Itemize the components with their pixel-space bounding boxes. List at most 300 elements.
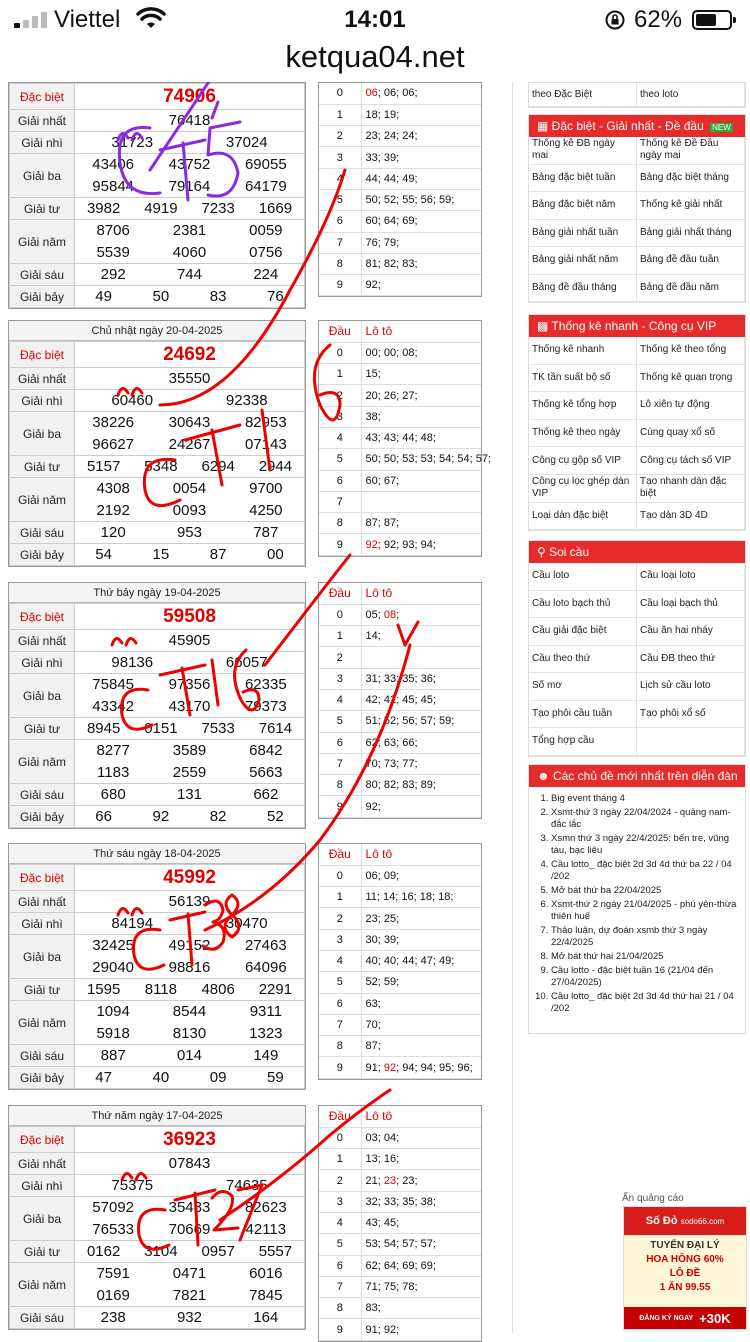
loto-head-digit: 2 — [319, 908, 361, 929]
special-prize-number: 36923 — [163, 1128, 216, 1150]
loto-table — [318, 1105, 482, 1342]
sidebar-link[interactable]: Thống kê nhanh — [529, 337, 637, 365]
prize-number: 43170 — [168, 697, 211, 715]
loto-number: 06 — [365, 869, 378, 882]
prize-number: 149 — [253, 1047, 279, 1064]
loto-values: 70; — [361, 1014, 481, 1035]
loto-values: 40; 40; 44; 47; 49; — [361, 950, 481, 971]
loto-values: 83; — [361, 1298, 481, 1319]
sidebar-link[interactable]: Lô xiên tự động — [637, 392, 745, 420]
loto-head-digit: 6 — [319, 1255, 361, 1276]
loto-values: 62; 63; 66; — [361, 732, 481, 753]
loto-head-digit: 4 — [319, 168, 361, 189]
sidebar-link[interactable]: Bảng giải nhất tuần — [529, 220, 637, 248]
loto-number: 21 — [365, 1174, 378, 1187]
prize-number: 43342 — [92, 697, 135, 715]
loto-number: 76 — [365, 236, 378, 249]
result-date: Chủ nhật ngày 20-04-2025 — [9, 321, 305, 341]
loto-number: 87 — [383, 517, 397, 530]
loto-number: 89 — [420, 779, 433, 792]
sidebar-link[interactable]: Bảng giải nhất năm — [529, 247, 637, 275]
loto-number: 87 — [365, 517, 378, 530]
loto-values: 70; 73; 77; — [361, 753, 481, 774]
prize-number: 1323 — [249, 1024, 283, 1042]
prize-label: Đặc biệt — [10, 604, 75, 630]
sidebar-link[interactable]: Số mơ — [529, 673, 637, 701]
prize-label: Giải tư — [10, 456, 75, 478]
loto-values: 51; 52; 56; 57; 59; — [361, 711, 481, 732]
loto-head-digit: 8 — [319, 1036, 361, 1057]
ad-line: LÔ ĐỀ — [669, 1268, 701, 1279]
loto-number: 45 — [383, 1217, 397, 1230]
loto-number: 60 — [365, 215, 378, 228]
prize-number: 5663 — [249, 763, 283, 781]
prize-number: 82953 — [244, 414, 287, 432]
section-header — [529, 765, 745, 787]
loto-number: 69 — [420, 1259, 433, 1272]
prize-number: 09 — [209, 1069, 227, 1086]
loto-head-digit: 9 — [319, 534, 361, 555]
sidebar-link[interactable]: Thống kê tổng hợp — [529, 392, 637, 420]
prize-label: Giải nhất — [10, 891, 75, 913]
ad-cta[interactable] — [624, 1307, 746, 1329]
result-date: Thứ bảy ngày 19-04-2025 — [9, 583, 305, 603]
loto-number: 53 — [365, 1238, 378, 1251]
sidebar-link[interactable]: Cầu ăn hai nháy — [637, 618, 745, 646]
loto-number: 47 — [420, 955, 433, 968]
address-bar[interactable] — [0, 40, 750, 82]
prize-number: 5557 — [258, 1243, 293, 1260]
carrier-name: Viettel — [54, 6, 121, 33]
prize-label: Giải tư — [10, 718, 75, 740]
signal-icon — [14, 12, 48, 28]
prize-number: 66 — [95, 808, 112, 825]
loto-number: 16 — [401, 891, 414, 904]
loto-head-digit: 6 — [319, 211, 361, 232]
loto-number: 33 — [365, 151, 378, 164]
prize-number: 35483 — [168, 1199, 211, 1217]
prize-number: 92338 — [225, 392, 268, 409]
loto-values: 81; 82; 83; — [361, 253, 481, 274]
loto-number: 81 — [365, 258, 378, 271]
loto-number: 43 — [365, 1217, 378, 1230]
forum-topic-link[interactable]: 6. Xsmt-thứ 2 ngày 21/04/2025 - phú yên-thừa thiên huế — [551, 899, 739, 923]
sidebar-link[interactable]: Lịch sử cầu loto — [637, 673, 745, 701]
forum-topic-link[interactable]: 3. Xsmn thứ 3 ngày 22/4/2025: bến tre, vũng tàu, bạc liêu — [551, 833, 739, 857]
loto-col-head: Đầu — [319, 844, 361, 865]
prize-label: Giải tư — [10, 198, 75, 220]
prize-label: Giải ba — [10, 674, 75, 718]
prize-number: 69055 — [244, 156, 287, 174]
loto-values: 23; 25; — [361, 908, 481, 929]
prize-number: 6294 — [201, 458, 235, 475]
sidebar-link[interactable]: Cầu loto — [529, 563, 637, 591]
prize-label: Giải ba — [10, 935, 75, 979]
wifi-icon — [136, 8, 166, 30]
loto-number: 73 — [383, 758, 397, 771]
loto-head-digit: 9 — [319, 275, 361, 296]
loto-number: 59 — [383, 976, 397, 989]
prize-number: 31723 — [111, 134, 154, 151]
loto-number: 59 — [439, 715, 452, 728]
prize-label: Giải năm — [10, 740, 75, 784]
users-icon: ☻ — [537, 769, 553, 783]
sidebar-link[interactable]: Cùng quay xổ số — [637, 420, 745, 448]
prize-number: 96627 — [92, 435, 135, 453]
rotation-lock-icon — [604, 9, 626, 31]
loto-number: 92 — [365, 538, 378, 551]
sidebar-link[interactable]: Cầu ĐB theo thứ — [637, 646, 745, 674]
loto-number: 53 — [420, 453, 433, 466]
result-table — [8, 1105, 306, 1330]
loto-head-digit: 2 — [319, 647, 361, 668]
prize-number: 4919 — [144, 200, 178, 217]
loto-number: 69 — [402, 1259, 415, 1272]
loto-number: 92 — [365, 800, 378, 813]
loto-head-digit: 7 — [319, 232, 361, 253]
prize-number: 60460 — [111, 392, 154, 409]
result-table — [8, 320, 306, 567]
prize-number: 5918 — [96, 1024, 130, 1042]
loto-values: 43; 43; 44; 48; — [361, 427, 481, 448]
loto-number: 83 — [402, 779, 415, 792]
section-header — [529, 315, 745, 337]
loto-number: 92 — [383, 538, 397, 551]
prize-number: 0054 — [172, 480, 207, 498]
loto-number: 64 — [383, 1259, 397, 1272]
battery-percent: 62% — [634, 6, 683, 33]
loto-number: 59 — [439, 194, 452, 207]
loto-number: 43 — [365, 432, 378, 445]
prize-label: Giải tư — [10, 979, 75, 1001]
prize-number: 5348 — [144, 458, 178, 475]
prize-number: 07843 — [168, 1155, 211, 1172]
prize-number: 9311 — [249, 1003, 282, 1021]
prize-number: 27463 — [244, 937, 287, 955]
loto-number: 63 — [365, 997, 378, 1010]
prize-number: 2944 — [258, 458, 293, 475]
loto-number: 06 — [402, 87, 415, 100]
prize-label: Giải nhì — [10, 652, 75, 674]
special-prize-number: 74906 — [163, 85, 216, 107]
sidebar-link[interactable]: Thống kê Đề Đầu ngày mai — [637, 137, 745, 165]
sidebar-link[interactable]: Thống kê quan trọng — [637, 365, 745, 393]
special-prize-number: 45992 — [163, 866, 216, 888]
loto-number: 26 — [383, 389, 397, 402]
sidebar-link[interactable]: Tạo nhanh dàn đặc biệt — [637, 475, 745, 503]
sidebar-section-forum — [528, 764, 746, 1034]
loto-number: 05 — [365, 608, 378, 621]
prize-number: 0093 — [172, 501, 207, 519]
url-text: ketqua04.net — [285, 39, 465, 74]
sidebar-link[interactable]: Tạo phôi xổ số — [637, 701, 745, 729]
loto-number: 08 — [402, 346, 415, 359]
loto-number: 69 — [402, 215, 415, 228]
loto-number: 40 — [365, 955, 378, 968]
sidebar-link — [637, 728, 745, 756]
loto-number: 45 — [420, 694, 433, 707]
loto-number: 20 — [365, 389, 378, 402]
prize-number: 4060 — [172, 243, 207, 261]
loto-values: 06; 09; — [361, 865, 481, 886]
forum-topic-link[interactable]: 2. Xsmt-thứ 3 ngày 22/04/2024 - quảng nam-đắc lắc — [551, 807, 739, 831]
sidebar-link[interactable]: Thống kê giải nhất — [637, 192, 745, 220]
prize-label: Đặc biệt — [10, 84, 75, 110]
loto-head-digit: 9 — [319, 1057, 361, 1078]
loto-col-head: Đầu — [319, 321, 361, 342]
result-table — [8, 82, 306, 309]
forum-topic-link[interactable]: 7. Thảo luận, dự đoán xsmb thứ 3 ngày 22/4/2025 — [551, 925, 739, 949]
sidebar-link[interactable]: theo loto — [637, 83, 745, 107]
loto-number: 32 — [365, 1195, 378, 1208]
prize-number: 64179 — [244, 177, 287, 195]
prize-label: Giải nhì — [10, 1175, 75, 1197]
loto-values: 80; 82; 83; 89; — [361, 775, 481, 796]
special-prize-number: 24692 — [163, 343, 216, 365]
loto-table — [318, 843, 482, 1080]
forum-topic-link[interactable]: 5. Mở bát thứ ba 22/04/2025 — [551, 885, 739, 897]
prize-number: 662 — [253, 786, 279, 803]
loto-values — [361, 491, 481, 512]
prize-number: 29040 — [92, 958, 135, 976]
prize-number: 0169 — [96, 1286, 130, 1304]
loto-number: 92 — [383, 1323, 397, 1336]
loto-head-digit: 9 — [319, 1319, 361, 1340]
prize-number: 45905 — [168, 632, 211, 649]
loto-values: 11; 14; 16; 18; 18; — [361, 887, 481, 908]
loto-number: 00 — [365, 346, 378, 359]
loto-values: 60; 67; — [361, 470, 481, 491]
sidebar-link[interactable]: Tạo dàn 3D 4D — [637, 503, 745, 531]
prize-number: 238 — [100, 1309, 126, 1326]
prize-number: 75845 — [92, 676, 135, 694]
loto-number: 56 — [420, 194, 433, 207]
sidebar-link[interactable]: Loại dàn đặc biệt — [529, 503, 637, 531]
loto-head-digit: 1 — [319, 364, 361, 385]
loto-values: 00; 00; 08; — [361, 342, 481, 363]
prize-number: 932 — [176, 1309, 202, 1326]
loto-number: 23 — [365, 130, 378, 143]
loto-number: 71 — [365, 1281, 378, 1294]
prize-number: 0957 — [201, 1243, 235, 1260]
ad-brand-name: Số Đỏ — [645, 1215, 678, 1227]
sidebar-link[interactable]: TK tần suất bộ số — [529, 365, 637, 393]
loto-head-digit: 9 — [319, 796, 361, 817]
prize-number: 6016 — [249, 1265, 283, 1283]
loto-number: 94 — [402, 1061, 415, 1074]
loto-values: 53; 54; 57; 57; — [361, 1234, 481, 1255]
loto-head-digit: 1 — [319, 104, 361, 125]
loto-head-digit: 5 — [319, 449, 361, 470]
prize-number: 49 — [95, 288, 112, 305]
loto-number: 67 — [383, 474, 397, 487]
loto-number: 25 — [383, 912, 397, 925]
prize-number: 74635 — [225, 1177, 268, 1194]
prize-label: Giải nhì — [10, 132, 75, 154]
sidebar-link[interactable]: Thống kê theo ngày — [529, 420, 637, 448]
prize-number: 82 — [209, 808, 227, 825]
sidebar-link[interactable]: Thống kê ĐB ngày mai — [529, 137, 637, 165]
sidebar-link[interactable]: Bảng đề đầu tháng — [529, 275, 637, 303]
section-header — [529, 115, 745, 137]
prize-number: 8706 — [96, 222, 130, 240]
prize-number: 84194 — [111, 915, 154, 932]
loto-number: 78 — [402, 1281, 415, 1294]
loto-head-digit: 2 — [319, 1170, 361, 1191]
ad-banner[interactable] — [623, 1206, 747, 1330]
result-date: Thứ sáu ngày 18-04-2025 — [9, 844, 305, 864]
sidebar-link[interactable]: Cầu loại bạch thủ — [637, 591, 745, 619]
prize-number: 32425 — [92, 937, 135, 955]
prize-label: Giải năm — [10, 220, 75, 264]
loto-values: 50; 52; 55; 56; 59; — [361, 189, 481, 210]
loto-number: 54 — [457, 453, 470, 466]
prize-number: 9700 — [249, 480, 283, 498]
prize-number: 3982 — [86, 200, 121, 217]
clock: 14:01 — [344, 6, 406, 33]
loto-values: 62; 64; 69; 69; — [361, 1255, 481, 1276]
sidebar-section-soicau — [528, 540, 746, 757]
sidebar-link[interactable]: Bảng đặc biệt tuần — [529, 165, 637, 193]
loto-number: 35 — [402, 1195, 415, 1208]
result-table — [8, 843, 306, 1090]
prize-number: 57092 — [92, 1199, 135, 1217]
sidebar-link[interactable]: Công cụ tách số VIP — [637, 447, 745, 475]
forum-topic-link[interactable]: 10. Cầu lotto_ đặc biệt 2d 3d 4d thứ hai 21 / 04 /202 — [551, 991, 739, 1015]
loto-number: 18 — [365, 108, 378, 121]
sidebar-link[interactable]: theo Đặc Biệt — [529, 83, 637, 107]
loto-number: 92 — [383, 1061, 397, 1074]
sidebar-link[interactable]: Bảng đặc biệt tháng — [637, 165, 745, 193]
loto-number: 92 — [365, 279, 378, 292]
loto-number: 48 — [420, 432, 433, 445]
loto-number: 06 — [383, 87, 397, 100]
ad-line: TUYỂN ĐẠI LÝ — [650, 1240, 720, 1251]
prize-number: 52 — [267, 808, 284, 825]
loto-number: 52 — [365, 976, 378, 989]
table-icon: ▦ — [537, 119, 552, 133]
sidebar-link[interactable]: Tạo phôi cầu tuần — [529, 701, 637, 729]
forum-topic-link[interactable]: 4. Cầu lotto_ đặc biệt 2d 3d 4d thứ ba 22 / 04 /202 — [551, 859, 739, 883]
prize-number: 292 — [100, 266, 126, 283]
loto-head-digit: 6 — [319, 993, 361, 1014]
forum-topic-link[interactable]: 9. Cầu lotto - đặc biệt tuần 16 (21/04 đến 27/04/2025) — [551, 965, 739, 989]
loto-values: 91; 92; 94; 94; 95; 96; — [361, 1057, 481, 1078]
loto-head-digit: 8 — [319, 1298, 361, 1319]
loto-number: 91 — [365, 1323, 378, 1336]
prize-number: 2559 — [172, 763, 207, 781]
prize-label: Giải ba — [10, 154, 75, 198]
sidebar-link[interactable]: Bảng đề đầu tuần — [637, 247, 745, 275]
loto-values: 42; 42; 45; 45; — [361, 689, 481, 710]
loto-number: 43 — [383, 432, 397, 445]
loto-number: 50 — [365, 194, 378, 207]
loto-number: 52 — [383, 715, 397, 728]
prize-number: 75375 — [111, 1177, 154, 1194]
loto-head-digit: 5 — [319, 1234, 361, 1255]
prize-number: 4308 — [96, 480, 130, 498]
loto-number: 14 — [383, 891, 396, 904]
sidebar-link[interactable]: Cầu loto bạch thủ — [529, 591, 637, 619]
ad-site: sodo66.com — [680, 1216, 725, 1226]
loto-number: 44 — [365, 172, 378, 185]
loto-values: 71; 75; 78; — [361, 1276, 481, 1297]
prize-label: Giải bảy — [10, 286, 75, 308]
prize-label: Giải tư — [10, 1241, 75, 1263]
loto-number: 62 — [365, 736, 378, 749]
prize-number: 40 — [152, 1069, 170, 1086]
loto-head-digit: 4 — [319, 427, 361, 448]
loto-head-digit: 3 — [319, 147, 361, 168]
ad-cta-text: ĐĂNG KÝ NGAY — [639, 1314, 694, 1322]
special-prize-number: 59508 — [163, 605, 216, 627]
loto-number: 70 — [365, 1019, 378, 1032]
ad-brand — [624, 1207, 746, 1235]
loto-number: 49 — [402, 172, 415, 185]
prize-number: 744 — [176, 266, 202, 283]
loto-number: 50 — [365, 453, 378, 466]
loto-number: 57 — [420, 715, 433, 728]
sidebar-section-special — [528, 114, 746, 303]
sidebar-link[interactable]: Công cụ lọc ghép dàn VIP — [529, 475, 637, 503]
prize-number: 7591 — [96, 1265, 130, 1283]
loto-values: 92; — [361, 275, 481, 296]
loto-number: 39 — [383, 151, 397, 164]
loto-table — [318, 582, 482, 819]
sidebar-link[interactable]: Cầu loại loto — [637, 563, 745, 591]
loto-number: 53 — [402, 453, 415, 466]
sidebar-link[interactable]: Bảng đề đầu năm — [637, 275, 745, 303]
prize-label: Đặc biệt — [10, 865, 75, 891]
prize-number: 82623 — [244, 1199, 287, 1217]
loto-number: 94 — [420, 538, 433, 551]
prize-number: 8945 — [86, 720, 121, 737]
prize-number: 6842 — [249, 742, 283, 760]
sidebar-link[interactable]: Bảng đặc biệt năm — [529, 192, 637, 220]
sidebar-link[interactable]: Cầu theo thứ — [529, 646, 637, 674]
sidebar-link[interactable]: Bảng giải nhất tháng — [637, 220, 745, 248]
sidebar-link[interactable]: Tổng hợp cầu — [529, 728, 637, 756]
sidebar-link[interactable]: Cầu giải đặc biệt — [529, 618, 637, 646]
prize-number: 98136 — [111, 654, 154, 671]
loto-head-digit: 7 — [319, 753, 361, 774]
forum-topic-link[interactable]: 1. Big event tháng 4 — [551, 793, 739, 805]
loto-number: 54 — [383, 1238, 397, 1251]
loto-values: 52; 59; — [361, 972, 481, 993]
loto-values: 20; 26; 27; — [361, 385, 481, 406]
prize-number: 680 — [100, 786, 126, 803]
status-bar — [0, 0, 750, 40]
prize-number: 79373 — [244, 697, 287, 715]
loto-number: 91 — [365, 1061, 378, 1074]
loto-head-digit: 3 — [319, 406, 361, 427]
loto-head-digit: 3 — [319, 929, 361, 950]
loto-number: 87 — [365, 1040, 378, 1053]
sidebar-link[interactable]: Thống kê theo tổng — [637, 337, 745, 365]
loto-number: 80 — [365, 779, 378, 792]
loto-number: 06 — [365, 87, 378, 100]
prize-label: Giải ba — [10, 1197, 75, 1241]
prize-number: 164 — [253, 1309, 279, 1326]
loto-number: 45 — [402, 694, 415, 707]
sidebar-link[interactable]: Công cụ gộp số VIP — [529, 447, 637, 475]
forum-topic-link[interactable]: 8. Mở bát thứ hai 21/04/2025 — [551, 951, 739, 963]
loto-number: 31 — [365, 672, 378, 685]
loto-values: 14; — [361, 626, 481, 647]
loto-number: 93 — [402, 538, 415, 551]
prize-number: 83 — [209, 288, 227, 305]
prize-label: Giải nhì — [10, 913, 75, 935]
